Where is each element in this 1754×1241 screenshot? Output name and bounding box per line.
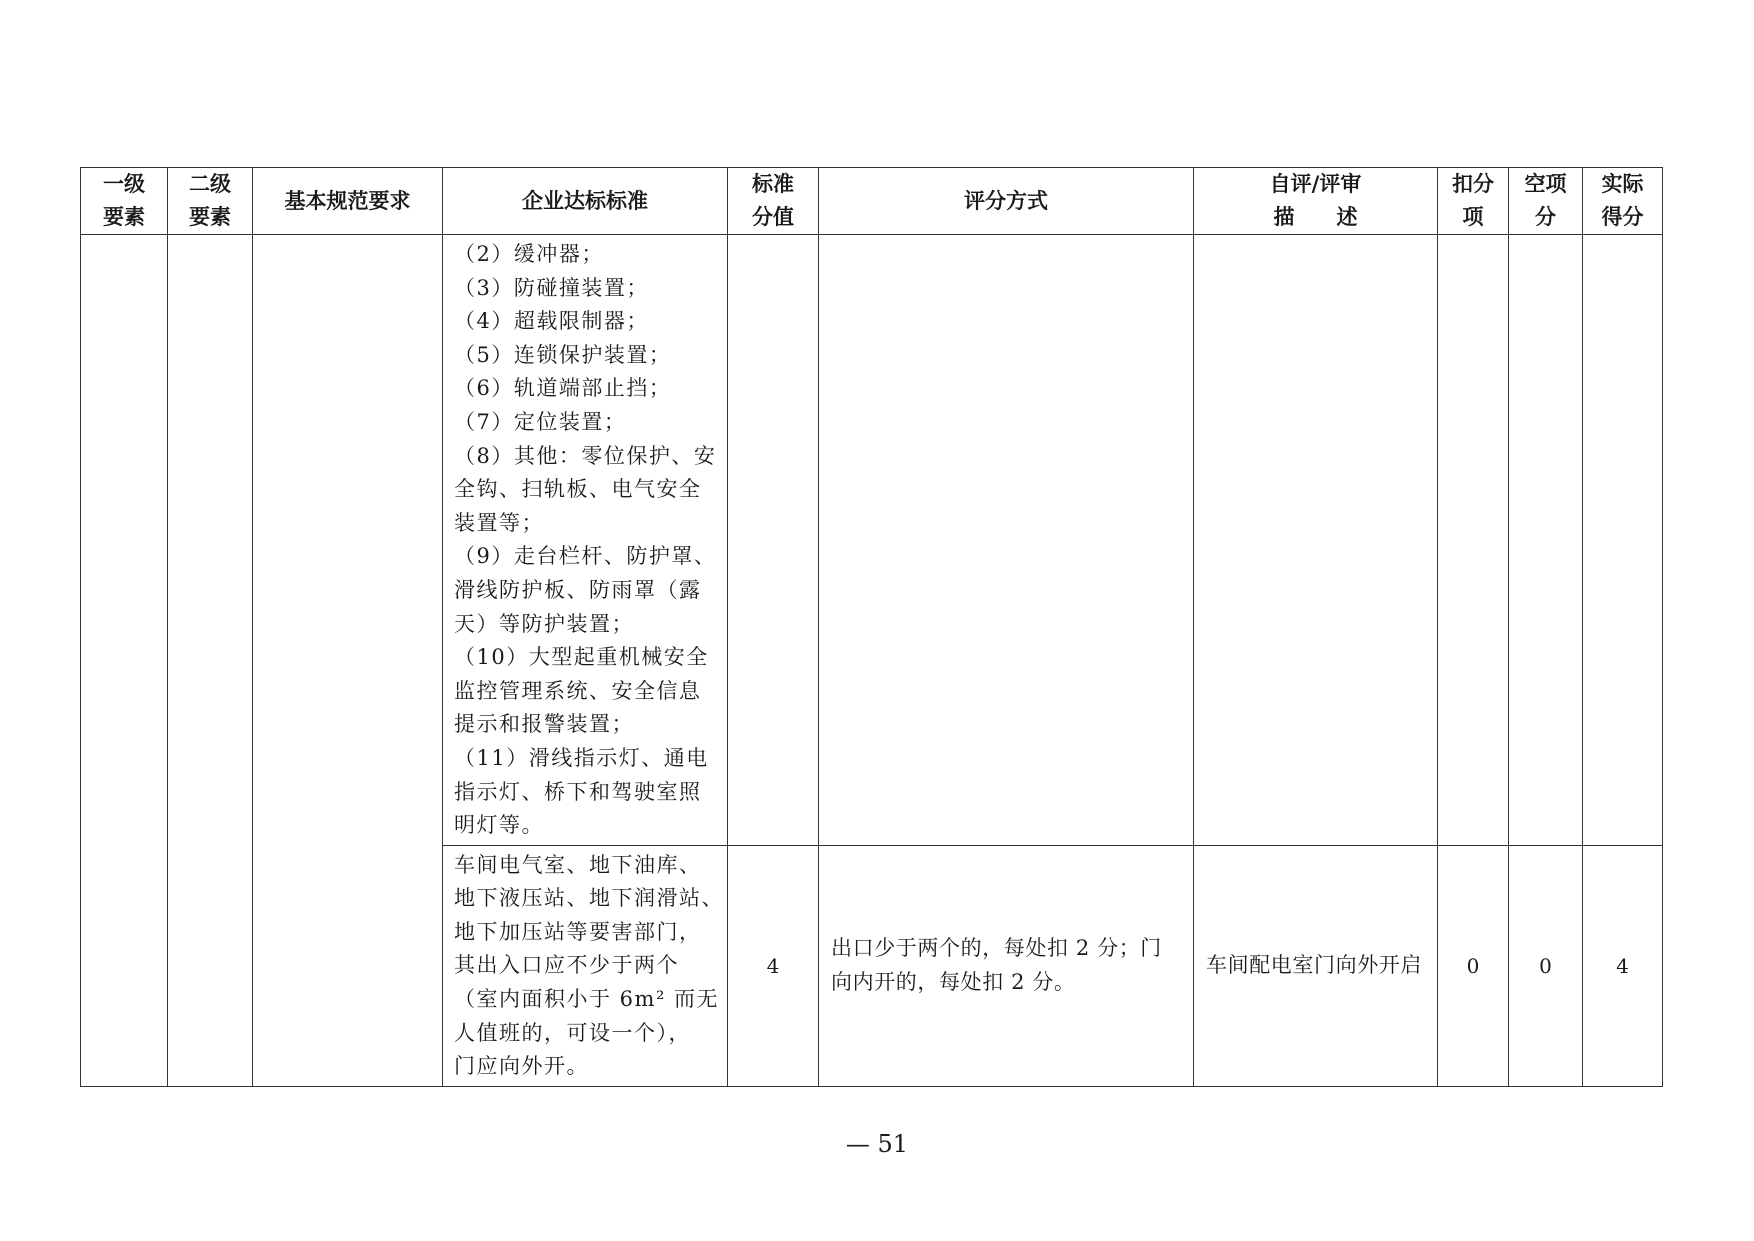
header-level2: 二级 要素 [168,168,253,235]
level1-cell [81,235,168,1087]
header-enterprise-standard: 企业达标标准 [443,168,728,235]
level2-cell [168,235,253,1087]
header-deduction: 扣分 项 [1438,168,1509,235]
header-basic-requirements: 基本规范要求 [253,168,443,235]
empty-item-cell [1509,235,1583,846]
self-evaluation-cell: 车间配电室门向外开启 [1194,845,1438,1086]
empty-item-cell: 0 [1509,845,1583,1086]
deduction-cell: 0 [1438,845,1509,1086]
page-number: — 51 [845,1130,909,1158]
deduction-cell [1438,235,1509,846]
standard-score-cell [728,235,819,846]
table-row [81,235,1663,846]
actual-score-cell [1583,235,1663,846]
header-actual-score: 实际 得分 [1583,168,1663,235]
enterprise-standard-cell: 车间电气室、地下油库、 地下液压站、地下润滑站、 地下加压站等要害部门， 其出入口应不少于两个 （室内面积小于 6m² 而无 人值班的，可设一个）， 门应向外开。 [443,845,728,1086]
basic-requirements-cell [253,235,443,1087]
standard-score-cell: 4 [728,845,819,1086]
header-self-evaluation: 自评/评审 描 述 [1194,168,1438,235]
evaluation-table [80,167,1663,1087]
self-evaluation-cell [1194,235,1438,846]
header-level1: 一级 要素 [81,168,168,235]
enterprise-standard-cell: （2）缓冲器； （3）防碰撞装置； （4）超载限制器； （5）连锁保护装置； （6）轨道端部止挡； （7）定位装置； （8）其他：零位保护、安 全钩、扫轨板、电气安全 装置等； （9）走台栏杆、防护罩、 滑线防护板、防雨罩（露 天）等防护装置； （10）大型起重机械安全 监控管理系统、安全信息 提示和报警装置； （11）滑线指示灯、通电 指示灯、桥下和驾驶室照 明灯等。 [443,235,728,846]
actual-score-cell: 4 [1583,845,1663,1086]
scoring-method-cell [819,235,1194,846]
scoring-method-cell: 出口少于两个的，每处扣 2 分；门向内开的，每处扣 2 分。 [819,845,1194,1086]
table-header-row [81,168,1663,235]
header-empty-item: 空项 分 [1509,168,1583,235]
header-standard-score: 标准 分值 [728,168,819,235]
header-scoring-method: 评分方式 [819,168,1194,235]
